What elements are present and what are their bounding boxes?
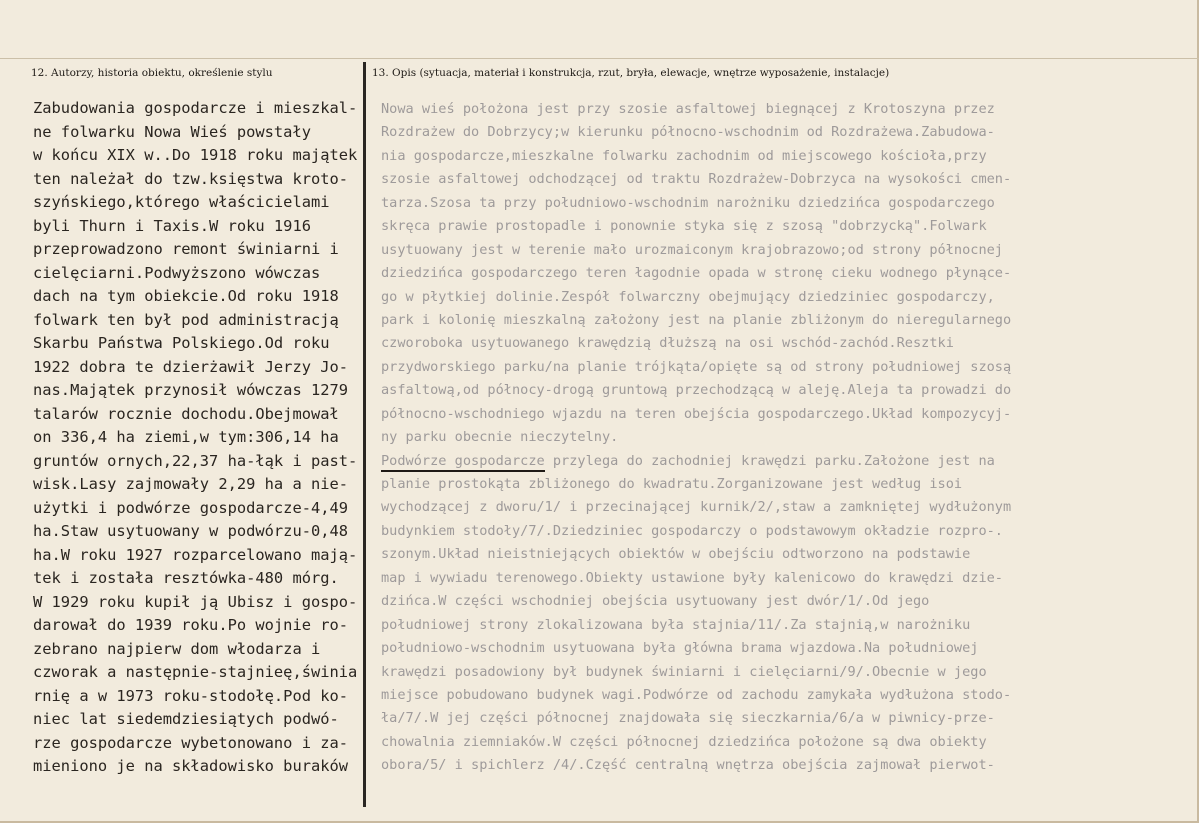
- text-line: asfaltową,od północy-drogą gruntową przechodzącą w aleję.Aleja ta prowadzi do: [381, 382, 1012, 399]
- text-line: rnię a w 1973 roku-stodołę.Pod ko-: [33, 686, 349, 705]
- text-line: map i wywiadu terenowego.Obiekty ustawione były kalenicowo do krawędzi dzie-: [381, 569, 1003, 586]
- text-line: południowo-wschodnim usytuowana była główna brama wjazdowa.Na południowej: [381, 640, 979, 657]
- text-line: obora/5/ i spichlerz /4/.Część centralną wnętrza obejścia zajmował pierwot-: [381, 757, 995, 774]
- text-line: park i kolonię mieszkalną założony jest na planie zbliżonym do nieregularnego: [381, 311, 1012, 328]
- text-line: talarów rocznie dochodu.Obejmował: [33, 404, 339, 423]
- text-line: folwark ten był pod administracją: [33, 310, 339, 329]
- text-line: krawędzi posadowiony był budynek świniarni i cielęciarni/9/.Obecnie w jego: [381, 663, 987, 680]
- text-line: on 336,4 ha ziemi,w tym:306,14 ha: [33, 428, 339, 446]
- text-line: budynkiem stodoły/7/.Dziedziniec gospodarczy o podstawowym okładzie rozpro-.: [381, 522, 1003, 539]
- text-line: północno-wschodniego wjazdu na teren obejścia gospodarczego.Układ kompozycyj-: [381, 405, 1012, 422]
- text-line: przeprowadzono remont świniarni i: [33, 240, 339, 258]
- header-rule: [0, 58, 1199, 59]
- text-line: skręca prawie prostopadle i ponownie styka się z szosą "dobrzycką".Folwark: [381, 218, 987, 235]
- text-line: go w płytkiej dolinie.Zespół folwarczny obejmujący dziedziniec gospodarczy,: [381, 288, 995, 305]
- text-line: użytki i podwórze gospodarcze-4,49: [33, 498, 349, 517]
- text-line: wychodzącej z dworu/1/ i przecinającej kurnik/2/,staw a zamkniętej wydłużonym: [381, 499, 1012, 516]
- text-line: ha.W roku 1927 rozparcelowano mają-: [33, 545, 358, 564]
- text-line: mieniono je na składowisko buraków: [33, 757, 349, 775]
- text-line: 1922 dobra te dzierżawił Jerzy Jo-: [33, 357, 349, 376]
- text-line: ne folwarku Nowa Wieś powstały: [33, 122, 311, 141]
- text-line: miejsce pobudowano budynek wagi.Podwórze od zachodu zamykała wydłużona stodo-: [381, 686, 1012, 703]
- text-line: szonym.Układ nieistniejących obiektów w obejściu odtworzono na podstawie: [381, 546, 971, 563]
- text-line: Skarbu Państwa Polskiego.Od roku: [33, 334, 330, 352]
- column-divider: [363, 62, 366, 807]
- text-line: tek i została resztówka-480 mórg.: [33, 569, 339, 587]
- text-line: zebrano najpierw dom włodarza i: [33, 639, 321, 658]
- text-line: wisk.Lasy zajmowały 2,29 ha a nie-: [33, 475, 349, 493]
- text-line: chowalnia ziemniaków.W części północnej dziedzińca położone są dwa obiekty: [381, 733, 987, 750]
- section-13-header: 13. Opis (sytuacja, materiał i konstrukcja, rzut, bryła, elewacje, wnętrze wyposażenie, instalacje): [372, 67, 890, 79]
- text-line: W 1929 roku kupił ją Ubisz i gospo-: [33, 592, 358, 611]
- text-line: ny parku obecnie nieczytelny.: [381, 429, 619, 446]
- description-text: [381, 98, 1161, 778]
- text-line: usytuowany jest w terenie mało urozmaiconym krajobrazowo;od strony północnej: [381, 241, 1003, 258]
- text-line: ła/7/.W jej części północnej znajdowała się sieczkarnia/6/a w piwnicy-prze-: [381, 710, 995, 727]
- text-line: dzińca.W części wschodniej obejścia usytuowany jest dwór/1/.Od jego: [381, 593, 930, 610]
- text-line: Podwórze gospodarcze przylega do zachodniej krawędzi parku.Założone jest na: [381, 450, 1161, 473]
- text-line: ha.Staw usytuowany w podwórzu-0,48: [33, 522, 349, 540]
- text-line: byli Thurn i Taxis.W roku 1916: [33, 216, 311, 235]
- text-line: nas.Majątek przynosił wówczas 1279: [33, 381, 349, 399]
- text-line: szyńskiego,którego właścicielami: [33, 193, 330, 211]
- text-line: przydworskiego parku/na planie trójkąta/opięte są od strony południowej szosą: [381, 358, 1012, 375]
- text-line: cielęciarni.Podwyższono wówczas: [33, 263, 321, 282]
- text-line: darował do 1939 roku.Po wojnie ro-: [33, 616, 349, 634]
- text-line: Nowa wieś położona jest przy szosie asfaltowej biegnącej z Krotoszyna przez: [381, 101, 995, 117]
- text-line: planie prostokąta zbliżonego do kwadratu.Zorganizowane jest według isoi: [381, 476, 963, 492]
- underlined-heading: Podwórze gospodarcze: [381, 453, 545, 472]
- text-line: rze gospodarcze wybetonowano i za-: [33, 733, 349, 752]
- text-line: Zabudowania gospodarcze i mieszkal-: [33, 99, 358, 117]
- history-text: [33, 97, 363, 779]
- text-line: nia gospodarcze,mieszkalne folwarku zachodnim od miejscowego kościoła,przy: [381, 147, 987, 164]
- text-line: południowej strony zlokalizowana była stajnia/11/.Za stajnią,w narożniku: [381, 616, 971, 633]
- text-line: czworak a następnie-stajnieę,świnia: [33, 663, 358, 681]
- text-line: ten należał do tzw.księstwa kroto-: [33, 169, 349, 188]
- text-line: niec lat siedemdziesiątych podwó-: [33, 710, 339, 728]
- text-line: dach na tym obiekcie.Od roku 1918: [33, 287, 339, 305]
- text-line: gruntów ornych,22,37 ha-łąk i past-: [33, 451, 358, 470]
- text-line: szosie asfaltowej odchodzącej od traktu Rozdrażew-Dobrzyca na wysokości cmen-: [381, 171, 1012, 188]
- text-line: czworoboka usytuowanego krawędzią dłuższą na osi wschód-zachód.Resztki: [381, 335, 954, 352]
- section-12-header: 12. Autorzy, historia obiektu, określenie stylu: [31, 67, 273, 79]
- text-line: dziedzińca gospodarczego teren łagodnie opada w stronę cieku wodnego płynące-: [381, 265, 1012, 282]
- text-line: Rozdrażew do Dobrzycy;w kierunku północno-wschodnim od Rozdrażewa.Zabudowa-: [381, 124, 995, 141]
- text-line: w końcu XIX w..Do 1918 roku majątek: [33, 146, 358, 164]
- text-line: tarza.Szosa ta przy południowo-wschodnim narożniku dziedzińca gospodarczego: [381, 194, 995, 211]
